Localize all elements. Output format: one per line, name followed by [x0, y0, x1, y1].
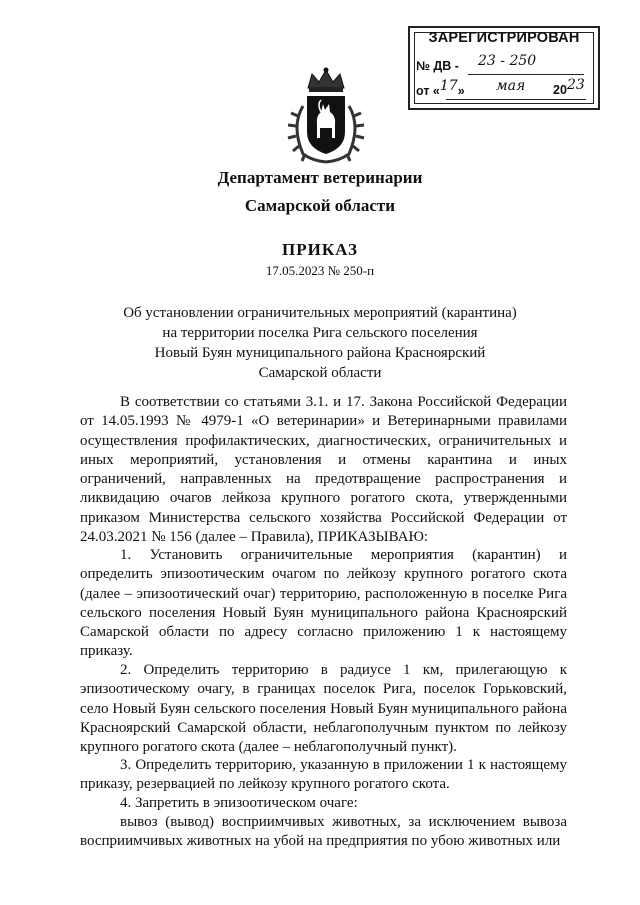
- paragraph-1-text: 1. Установить ограничительные мероприятия (карантин) и определить эпизоотическим очагом по лейкозу крупного рогатого скота (далее – эпизоотический очаг) территорию, расположенную в поселке Рига сельского поселения Новый Буян муниципального района Красноярский Самарской области по адресу согласно приложению 1 к настоящему приказу.: [80, 547, 567, 660]
- paragraph-2-text: 2. Определить территорию в радиусе 1 км, прилегающую к эпизоотическому очагу, в границах поселок Рига, поселок Горьковский, село Новый Буян сельского поселения Новый Буян муниципального района Красноярский Самарской области, неблагополучным пунктом по лейкозу крупного рогатого скота (далее – неблагополучный пункт).: [80, 662, 567, 756]
- paragraph-4-text: 4. Запретить в эпизоотическом очаге:: [120, 795, 358, 811]
- stamp-date-line: [416, 77, 592, 99]
- subject-line-1: Об установлении ограничительных мероприятий (карантина): [123, 305, 517, 321]
- paragraph-2: [80, 661, 567, 757]
- department-line-2: Самарской области: [244, 196, 396, 215]
- stamp-date-day: 17: [439, 78, 458, 94]
- subject-line-3: Новый Буян муниципального района Красноярский: [154, 345, 486, 361]
- paragraph-intro-text: В соответствии со статьями 3.1. и 17. Закона Российской Федерации от 14.05.1993 № 4979-1 «О ветеринарии» и Ветеринарными правилами осуществления профилактических, диагностических, ограничительных и иных мероприятий, установления и отмены карантина и иных ограничений, направленных на предотвращение распространения и ликвидацию очагов лейкоза крупного рогатого скота, утвержденными приказом Министерства сельского хозяйства Российской Федерации от 24.03.2021 № 156 (далее – Правила), ПРИКАЗЫВАЮ:: [80, 394, 567, 546]
- stamp-number-underline: [468, 74, 584, 75]
- stamp-number-line: [416, 53, 537, 73]
- stamp-title: ЗАРЕГИСТРИРОВАН: [428, 30, 580, 46]
- paragraph-1: [80, 546, 567, 662]
- paragraph-4: [80, 794, 567, 813]
- paragraph-5-text: вывоз (вывод) восприимчивых животных, за исключением вывоза восприимчивых животных на убой на предприятия по убою животных или: [80, 814, 567, 850]
- stamp-number-label: № ДВ -: [416, 59, 459, 73]
- stamp-date-underline: [446, 99, 586, 100]
- stamp-date-month: мая: [496, 78, 526, 94]
- stamp-number-value: 23 - 250: [478, 53, 537, 69]
- subject-line-2: на территории поселка Рига сельского поселения: [162, 325, 478, 341]
- registration-stamp: [408, 26, 600, 110]
- paragraph-intro: [80, 393, 567, 547]
- order-title: ПРИКАЗ: [282, 240, 358, 259]
- paragraph-3-text: 3. Определить территорию, указанную в приложении 1 к настоящему приказу, резервацией по лейкозу крупного рогатого скота.: [80, 757, 567, 793]
- stamp-date-year-prefix: 20: [553, 83, 567, 97]
- department-line-1: Департамент ветеринарии: [217, 168, 423, 187]
- subject-line-4: Самарской области: [258, 365, 382, 381]
- samara-coat-of-arms-icon: [283, 66, 369, 166]
- order-number: 17.05.2023 № 250-п: [265, 263, 375, 278]
- stamp-date-year-suffix: 23: [567, 77, 585, 93]
- stamp-date-prefix: от «: [416, 84, 440, 98]
- paragraph-5: [80, 813, 567, 852]
- paragraph-3: [80, 756, 567, 795]
- stamp-date-mid: »: [457, 84, 465, 98]
